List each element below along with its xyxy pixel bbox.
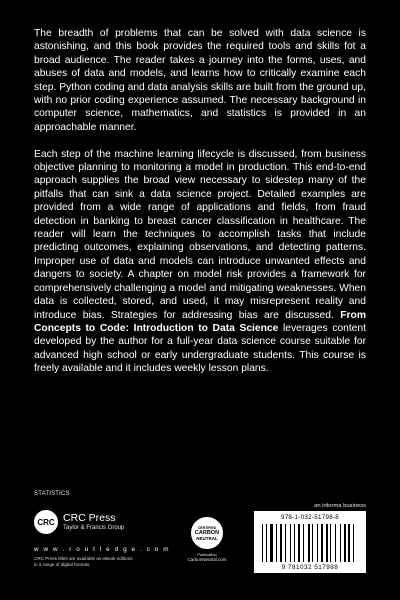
badge-carbon: CARBON	[194, 529, 220, 536]
barcode-bar	[290, 524, 291, 562]
badge-site: CarbonNeutral.com	[187, 557, 227, 562]
barcode-bar	[340, 524, 341, 562]
barcode-bar	[298, 524, 300, 562]
barcode-bar	[262, 524, 263, 562]
publisher-name-block	[63, 513, 124, 532]
back-cover-blurb	[34, 27, 366, 376]
badge-neutral: NEUTRAL	[196, 535, 218, 541]
blurb-paragraph-2	[34, 148, 366, 376]
blurb-paragraph-1: The breadth of problems that can be solved with data science is astonishing, and this book provides the required tools and skills fot a broad audience. The reader takes a journey into the forms, uses, and abuses of data and models, and learns how to critically examine each step. Python coding and data analysis skills are built from the ground up, with no prior coding experience assumed. The necessary background in computer science, mathematics, and statistics is provided in an approachable manner.	[34, 28, 366, 133]
barcode-bar	[344, 524, 346, 562]
barcode-bar	[330, 524, 331, 562]
barcode-bar	[266, 524, 268, 562]
barcode-bar	[312, 524, 313, 562]
barcode-bar	[270, 524, 273, 562]
barcode-bar	[308, 524, 310, 562]
crc-logo-icon: CRC	[34, 510, 58, 534]
blurb-paragraph-2-text: Each step of the machine learning lifecycle is discussed, from business objective planning to monitoring a model in production. This end-to-end approach supplies the broad view necessary to sidestep many of the pitfalls that can sink a data science project. Detailed examples are provided from a wide range of applications and fields, from fraud detection in banking to breast cancer classification in healthcare. The reader will learn the techniques to accomplish tasks that include predicting outcomes, explaining observations, and detecting patterns. Improper use of data and models can introduce unwanted effects and dangers to society. A chapter on model risk provides a framework for comprehensively challenging a model and mitigating weaknesses. When data is collected, stored, and used, it may misrepresent reality and introduce bias. Strategies for addressing bias are discussed.	[34, 148, 366, 321]
badge-publication: Publication	[197, 552, 217, 557]
ebook-note-line-1: CRC Press titles are available as eBook editions	[34, 556, 133, 561]
barcode-bar	[280, 524, 282, 562]
book-title-bold: From Concepts to Code: Introduction to Data Science	[34, 309, 366, 334]
barcode-bars	[262, 524, 358, 562]
barcode-bar	[321, 524, 324, 562]
barcode-bar	[294, 524, 295, 562]
barcode-bar	[317, 524, 318, 562]
ebook-note	[34, 556, 184, 568]
barcode-bar	[353, 524, 354, 562]
ebook-note-line-2: in a range of digital formats	[34, 562, 90, 567]
barcode-bar	[303, 524, 304, 562]
publisher-block	[34, 510, 184, 568]
publisher-name: CRC Press	[63, 511, 116, 524]
badge-certified: CERTIFIED	[197, 525, 217, 530]
isbn-bottom-text: 9 781032 517988	[281, 564, 339, 571]
barcode-bar	[335, 524, 336, 562]
blurb-paragraph-2-end: leverages content developed by the author for a full-year data science course suitable for advanced high school or early undergraduate students. This course is freely available and it includes weekly lesson plans.	[34, 322, 367, 375]
barcode-bar	[276, 524, 277, 562]
isbn-top-text: 978-1-032-51798-8	[280, 514, 340, 521]
publisher-group: Taylor & Francis Group	[63, 524, 125, 531]
crc-press-logo-row	[34, 510, 184, 534]
publisher-url: w w w . r o u t l e d g e . c o m	[34, 546, 171, 553]
barcode-bar	[285, 524, 286, 562]
subject-category: STATISTICS	[34, 491, 70, 497]
carbon-neutral-block	[183, 517, 231, 562]
barcode-bar	[326, 524, 328, 562]
carbon-neutral-badge-icon	[191, 517, 223, 549]
barcode-bar	[348, 524, 350, 562]
isbn-barcode	[254, 511, 366, 573]
informa-tagline: an informa business	[314, 503, 366, 509]
